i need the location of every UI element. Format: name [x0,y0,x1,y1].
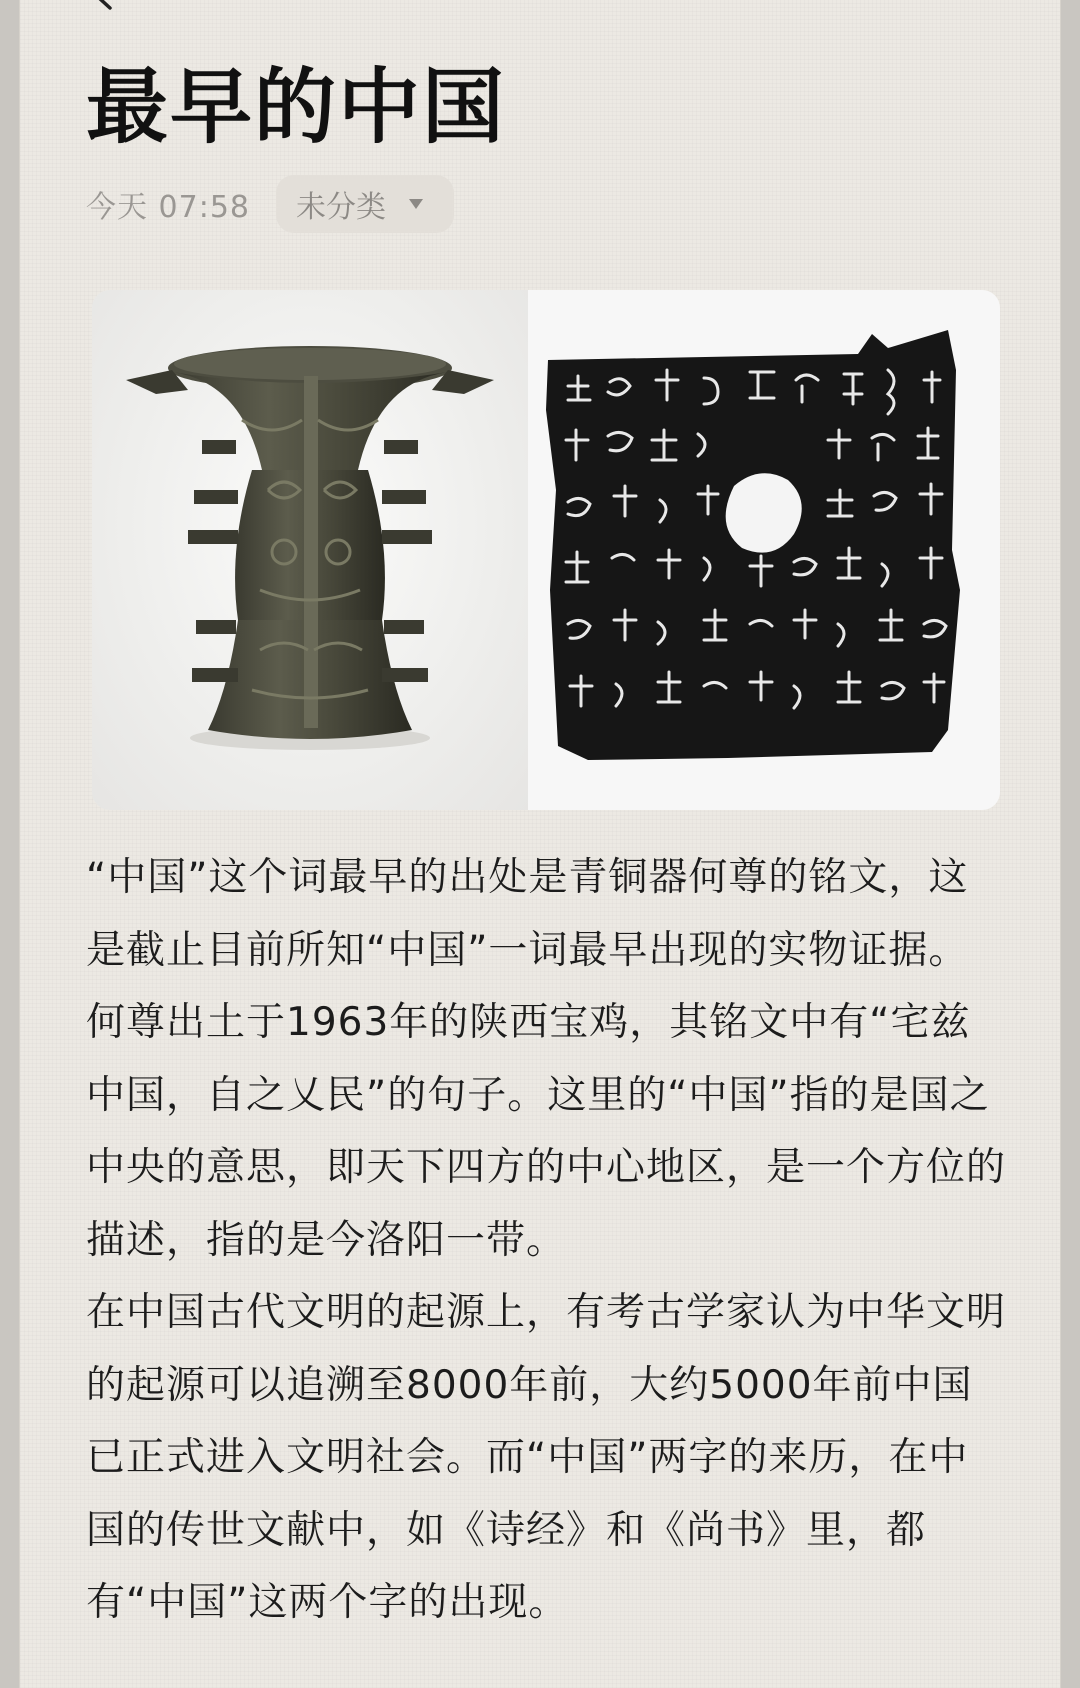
category-label: 未分类 [296,190,386,225]
category-dropdown[interactable] [276,175,454,233]
note-image[interactable] [92,290,1000,810]
chevron-left-icon[interactable] [88,0,118,12]
note-title[interactable]: 最早的中国 [86,60,507,155]
note-timestamp: 今天 07:58 [86,190,250,225]
caret-down-icon [408,198,424,210]
note-meta [86,174,454,234]
bronze-vessel-image [92,290,528,810]
inscription-rubbing-image [528,290,1000,810]
body-paragraph: 在中国古代文明的起源上，有考古学家认为中华文明的起源可以追溯至8000年前，大约5000年前中国已正式进入文明社会。而“中国”两字的来历，在中国的传世文献中，如《诗经》和《尚书》里，都有“中国”这两个字的出现。 [86,1290,1007,1625]
body-paragraph: “中国”这个词最早的出处是青铜器何尊的铭文，这是截止目前所知“中国”一词最早出现的实物证据。何尊出土于1963年的陕西宝鸡，其铭文中有“宅兹中国，自之乂民”的句子。这里的“中国”指的是国之中央的意思，即天下四方的中心地区，是一个方位的描述，指的是今洛阳一带。 [86,855,1007,1263]
note-body[interactable] [86,842,1006,1640]
